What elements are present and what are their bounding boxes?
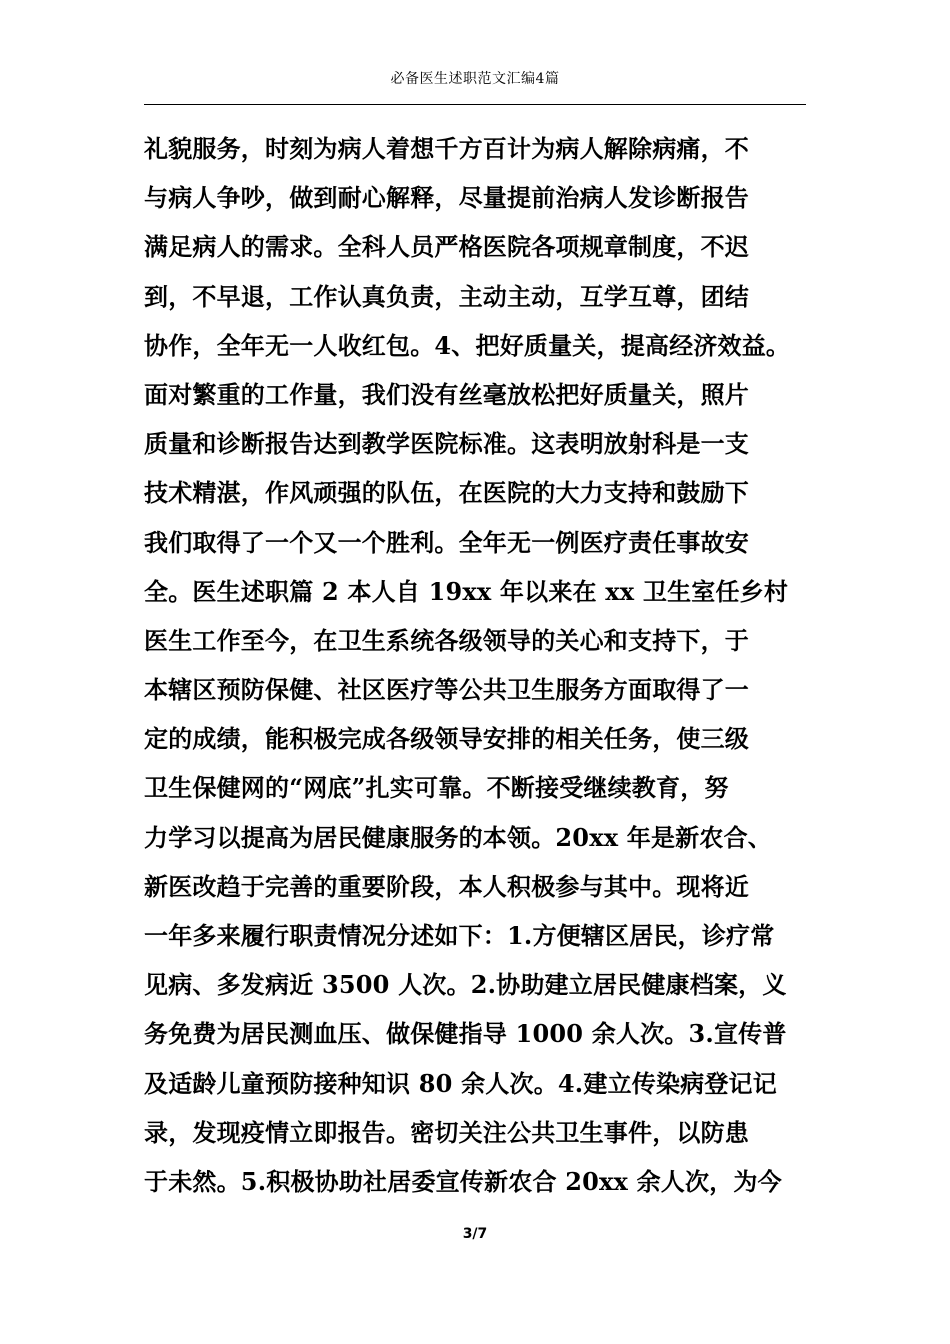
body-line: 礼貌服务，时刻为病人着想千方百计为病人解除病痛，不	[144, 134, 749, 163]
header-divider	[144, 104, 806, 105]
body-line: 务免费为居民测血压、做保健指导 1000 余人次。3.宣传普	[144, 1019, 787, 1049]
body-line: 质量和诊断报告达到教学医院标准。这表明放射科是一支	[144, 429, 749, 459]
body-line: 面对繁重的工作量，我们没有丝毫放松把好质量关，照片	[144, 379, 749, 409]
body-line: 到，不早退，工作认真负责，主动主动，互学互尊，团结	[144, 281, 749, 311]
body-line: 协作，全年无一人收红包。4、把好质量关，提高经济效益。	[144, 330, 791, 360]
body-line: 录，发现疫情立即报告。密切关注公共卫生事件，以防患	[144, 1117, 749, 1147]
body-line: 力学习以提高为居民健康服务的本领。20xx 年是新农合、	[144, 822, 772, 852]
body-line: 卫生保健网的“网底”扎实可靠。不断接受继续教育，努	[144, 773, 729, 803]
body-line: 新医改趋于完善的重要阶段，本人积极参与其中。现将近	[144, 871, 749, 901]
body-line: 满足病人的需求。全科人员严格医院各项规章制度，不迟	[144, 232, 749, 262]
body-line: 一年多来履行职责情况分述如下：1.方便辖区居民，诊疗常	[144, 921, 775, 950]
body-line: 本辖区预防保健、社区医疗等公共卫生服务方面取得了一	[144, 675, 749, 705]
body-line: 见病、多发病近 3500 人次。2.协助建立居民健康档案，义	[144, 970, 787, 1000]
body-text	[144, 124, 824, 1206]
body-line: 医生工作至今，在卫生系统各级领导的关心和支持下，于	[144, 625, 749, 655]
page-number: 3/7	[462, 1226, 488, 1242]
body-line: 我们取得了一个又一个胜利。全年无一例医疗责任事故安	[144, 527, 749, 557]
body-line: 技术精湛，作风顽强的队伍，在医院的大力支持和鼓励下	[144, 478, 749, 508]
body-line: 于未然。5.积极协助社居委宣传新农合 20xx 余人次，为今	[144, 1166, 782, 1196]
page-header-title: 必备医生述职范文汇编4篇	[390, 71, 560, 87]
body-line: 与病人争吵，做到耐心解释，尽量提前治病人发诊断报告	[144, 183, 749, 213]
body-line: 定的成绩，能积极完成各级领导安排的相关任务，使三级	[144, 724, 749, 754]
body-line: 及适龄儿童预防接种知识 80 余人次。4.建立传染病登记记	[144, 1068, 777, 1098]
body-line: 全。医生述职篇 2 本人自 19xx 年以来在 xx 卫生室任乡村	[144, 576, 789, 606]
